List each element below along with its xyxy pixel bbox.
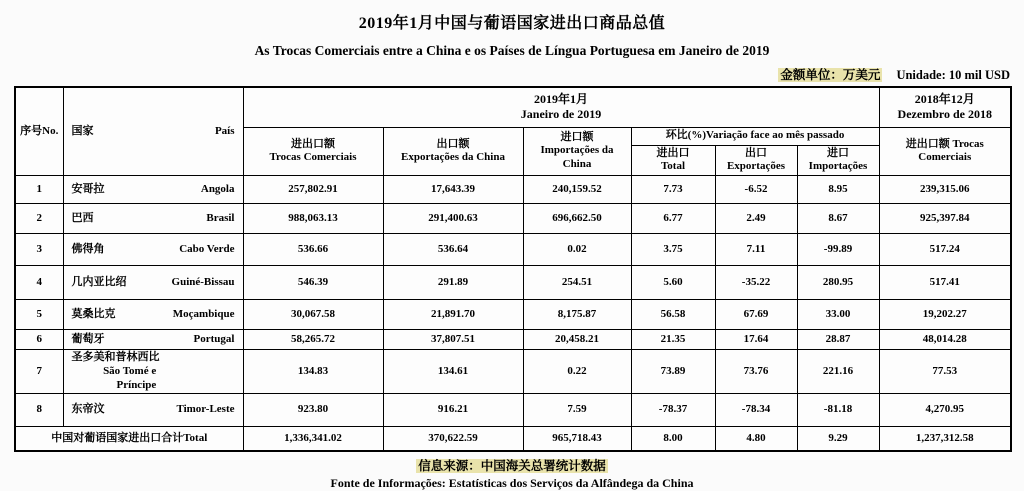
source-line-zh: 信息来源：中国海关总署统计数据 xyxy=(418,458,606,473)
table-row xyxy=(15,300,1011,330)
unit-line xyxy=(14,65,1010,83)
total-trocas-value: 1,336,341.02 xyxy=(243,427,383,451)
var-imp-value: 280.95 xyxy=(797,266,879,300)
total-var-imp-value: 9.29 xyxy=(797,427,879,451)
var-exp-value: -35.22 xyxy=(715,266,797,300)
col-header-no: 序号No. xyxy=(15,87,63,176)
exportacoes-value: 17,643.39 xyxy=(383,176,523,204)
trocas-value: 58,265.72 xyxy=(243,330,383,350)
col-header-var-importacoes: 进口 Importações xyxy=(797,145,879,176)
col-header-dez2018: 2018年12月 Dezembro de 2018 xyxy=(879,87,1011,127)
trocas-value: 923.80 xyxy=(243,394,383,427)
col-header-importacoes: 进口额 Importações da China xyxy=(523,127,631,176)
total-var-total-value: 8.00 xyxy=(631,427,715,451)
dez2018-value: 925,397.84 xyxy=(879,204,1011,234)
total-label: 中国对葡语国家进出口合计Total xyxy=(15,427,243,451)
var-imp-value: -81.18 xyxy=(797,394,879,427)
trocas-value: 257,802.91 xyxy=(243,176,383,204)
var-total-value: 56.58 xyxy=(631,300,715,330)
total-var-exp-value: 4.80 xyxy=(715,427,797,451)
row-no: 4 xyxy=(15,266,63,300)
col-header-country xyxy=(63,87,243,176)
country-name: 安哥拉 Angola xyxy=(63,176,243,204)
col-header-country-zh: 国家 xyxy=(71,124,94,137)
exportacoes-value: 21,891.70 xyxy=(383,300,523,330)
page-title: 2019年1月中国与葡语国家进出口商品总值 xyxy=(358,15,666,32)
row-no: 5 xyxy=(15,300,63,330)
page-subtitle: As Trocas Comerciais entre a China e os Países de Língua Portuguesa em Janeiro de 2019 xyxy=(254,43,770,58)
var-total-value: 7.73 xyxy=(631,176,715,204)
var-exp-value: 67.69 xyxy=(715,300,797,330)
country-name: 几内亚比绍 Guiné-Bissau xyxy=(63,266,243,300)
importacoes-value: 7.59 xyxy=(523,394,631,427)
col-header-jan2019: 2019年1月 Janeiro de 2019 xyxy=(243,87,879,127)
importacoes-value: 0.22 xyxy=(523,350,631,394)
trocas-value: 988,063.13 xyxy=(243,204,383,234)
footer xyxy=(14,456,1010,491)
var-exp-value: 7.11 xyxy=(715,234,797,266)
col-header-trocas: 进出口额 Trocas Comerciais xyxy=(243,127,383,176)
col-header-exportacoes: 出口额 Exportações da China xyxy=(383,127,523,176)
exportacoes-value: 536.64 xyxy=(383,234,523,266)
var-imp-value: 221.16 xyxy=(797,350,879,394)
total-dez2018-value: 1,237,312.58 xyxy=(879,427,1011,451)
dez2018-value: 239,315.06 xyxy=(879,176,1011,204)
var-exp-value: 73.76 xyxy=(715,350,797,394)
total-exportacoes-value: 370,622.59 xyxy=(383,427,523,451)
country-name: 巴西 Brasil xyxy=(63,204,243,234)
dez2018-value: 517.24 xyxy=(879,234,1011,266)
row-no: 2 xyxy=(15,204,63,234)
country-name: 东帝汶 Timor-Leste xyxy=(63,394,243,427)
trocas-value: 134.83 xyxy=(243,350,383,394)
var-total-value: 21.35 xyxy=(631,330,715,350)
unit-label-zh: 金额单位：万美元 xyxy=(780,68,881,82)
country-name: 圣多美和普林西比 São Tomé e Príncipe xyxy=(63,350,243,394)
var-imp-value: 28.87 xyxy=(797,330,879,350)
importacoes-value: 8,175.87 xyxy=(523,300,631,330)
source-line-pt: Fonte de Informações: Estatísticas dos Serviços da Alfândega da China xyxy=(330,475,694,490)
trocas-value: 30,067.58 xyxy=(243,300,383,330)
exportacoes-value: 291.89 xyxy=(383,266,523,300)
importacoes-value: 254.51 xyxy=(523,266,631,300)
col-header-var-exportacoes: 出口 Exportações xyxy=(715,145,797,176)
row-no: 1 xyxy=(15,176,63,204)
trocas-value: 536.66 xyxy=(243,234,383,266)
row-no: 7 xyxy=(15,350,63,394)
row-no: 3 xyxy=(15,234,63,266)
var-total-value: 73.89 xyxy=(631,350,715,394)
col-header-var-total: 进出口 Total xyxy=(631,145,715,176)
table-row xyxy=(15,350,1011,394)
country-name: 佛得角 Cabo Verde xyxy=(63,234,243,266)
country-name: 葡萄牙 Portugal xyxy=(63,330,243,350)
dez2018-value: 4,270.95 xyxy=(879,394,1011,427)
table-row xyxy=(15,234,1011,266)
table-row xyxy=(15,266,1011,300)
importacoes-value: 696,662.50 xyxy=(523,204,631,234)
var-exp-value: 17.64 xyxy=(715,330,797,350)
col-header-country-pt: País xyxy=(214,124,235,137)
var-total-value: 5.60 xyxy=(631,266,715,300)
col-header-dez-trocas: 进出口额 Trocas Comerciais xyxy=(879,127,1011,176)
table-row xyxy=(15,330,1011,350)
var-imp-value: 8.67 xyxy=(797,204,879,234)
exportacoes-value: 291,400.63 xyxy=(383,204,523,234)
exportacoes-value: 916.21 xyxy=(383,394,523,427)
var-imp-value: 33.00 xyxy=(797,300,879,330)
col-header-variacao: 环比(%)Variação face ao mês passado xyxy=(631,127,879,145)
unit-label-pt: Unidade: 10 mil USD xyxy=(896,68,1010,82)
table-row xyxy=(15,204,1011,234)
trade-table xyxy=(14,86,1012,452)
trocas-value: 546.39 xyxy=(243,266,383,300)
row-no: 6 xyxy=(15,330,63,350)
table-row xyxy=(15,176,1011,204)
exportacoes-value: 37,807.51 xyxy=(383,330,523,350)
table-row xyxy=(15,394,1011,427)
var-total-value: 6.77 xyxy=(631,204,715,234)
exportacoes-value: 134.61 xyxy=(383,350,523,394)
total-row xyxy=(15,427,1011,451)
var-exp-value: -78.34 xyxy=(715,394,797,427)
var-total-value: -78.37 xyxy=(631,394,715,427)
var-exp-value: 2.49 xyxy=(715,204,797,234)
importacoes-value: 240,159.52 xyxy=(523,176,631,204)
total-importacoes-value: 965,718.43 xyxy=(523,427,631,451)
dez2018-value: 77.53 xyxy=(879,350,1011,394)
dez2018-value: 517.41 xyxy=(879,266,1011,300)
var-imp-value: 8.95 xyxy=(797,176,879,204)
row-no: 8 xyxy=(15,394,63,427)
importacoes-value: 0.02 xyxy=(523,234,631,266)
country-name: 莫桑比克 Moçambique xyxy=(63,300,243,330)
var-total-value: 3.75 xyxy=(631,234,715,266)
dez2018-value: 19,202.27 xyxy=(879,300,1011,330)
dez2018-value: 48,014.28 xyxy=(879,330,1011,350)
var-imp-value: -99.89 xyxy=(797,234,879,266)
var-exp-value: -6.52 xyxy=(715,176,797,204)
importacoes-value: 20,458.21 xyxy=(523,330,631,350)
